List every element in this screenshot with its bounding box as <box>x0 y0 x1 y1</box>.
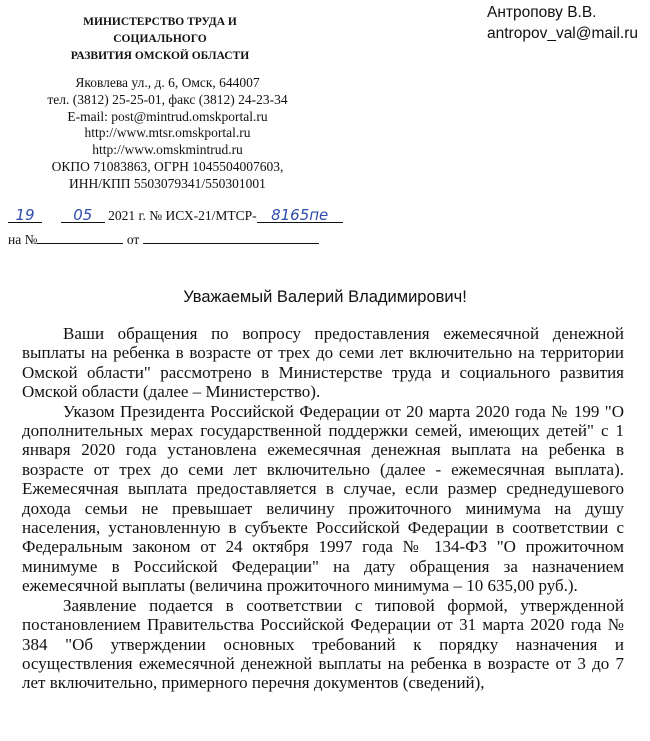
contact-website-1: http://www.mtsr.omskportal.ru <box>84 125 251 141</box>
recipient-name: Антропову В.В. <box>487 4 597 21</box>
contact-email: E-mail: post@mintrud.omskportal.ru <box>67 108 268 124</box>
body-paragraph-3: Заявление подается в соответствии с типовой формой, утвержденной постановлением Правительства Российской Федерации от 31 марта 2020 года № 384 "Об утверждении основных требований к порядку назначения и осуществления ежемесячной денежной выплаты на ребенка в возрасте от 3 до 7 лет включительно, примерного перечня документов (сведений), <box>22 595 624 693</box>
letter-body <box>22 324 624 693</box>
outgoing-reference <box>8 208 343 224</box>
recipient-email: antropov_val@mail.ru <box>487 25 638 42</box>
body-paragraph-1: Ваши обращения по вопросу предоставления ежемесячной денежной выплаты на ребенка в возрасте от трех до семи лет включительно на территории Омской области" рассмотрено в Министерстве труда и социального развития Омской области (далее – Министерство). <box>22 324 624 402</box>
org-name-line-2: РАЗВИТИЯ ОМСКОЙ ОБЛАСТИ <box>70 50 250 62</box>
sender-contacts <box>0 75 335 193</box>
recipient-block <box>487 2 638 44</box>
body-paragraph-2: Указом Президента Российской Федерации от 20 марта 2020 года № 199 "О дополнительных мерах государственной поддержки семей, имеющих детей" с 1 января 2020 года установлена ежемесячная денежная выплата на ребенка в возрасте от трех до семи лет включительно (далее - ежемесячная выплата). Ежемесячная выплата предоставляется в случае, если размер среднедушевого дохода семьи не превышает величину прожиточного минимума на душу населения, установленную в субъекте Российской Федерации в соответствии с Федеральным законом от 24 октября 1997 года № 134-ФЗ "О прожиточном минимуме в Российской Федерации" на дату обращения за назначением ежемесячной выплаты (величина прожиточного минимума – 10 635,00 руб.). <box>22 401 624 596</box>
org-name-line-1: МИНИСТЕРСТВО ТРУДА И СОЦИАЛЬНОГО <box>83 16 237 45</box>
reply-number-label: на № <box>8 232 38 247</box>
contact-phone: тел. (3812) 25-25-01, факс (3812) 24-23-34 <box>47 91 288 107</box>
reply-from-label: от <box>126 232 140 247</box>
ref-day: 19 <box>8 208 42 223</box>
contact-address: Яковлева ул., д. 6, Омск, 644007 <box>75 75 260 90</box>
reply-reference <box>8 232 319 248</box>
ref-number-handwritten: 8165пе <box>257 208 343 223</box>
reply-number-blank <box>37 243 123 244</box>
ref-year-number: 2021 г. № ИСХ-21/МТСР- <box>108 208 257 223</box>
contact-website-2: http://www.omskmintrud.ru <box>92 142 243 158</box>
contact-inn-kpp: ИНН/КПП 5503079341/550301001 <box>69 175 266 191</box>
ref-month: 05 <box>61 208 105 223</box>
letter-greeting: Уважаемый Валерий Владимирович! <box>183 288 467 306</box>
sender-organization <box>40 14 280 65</box>
reply-date-blank <box>143 243 319 244</box>
contact-okpo-ogrn: ОКПО 71083863, ОГРН 1045504007603, <box>51 158 284 174</box>
